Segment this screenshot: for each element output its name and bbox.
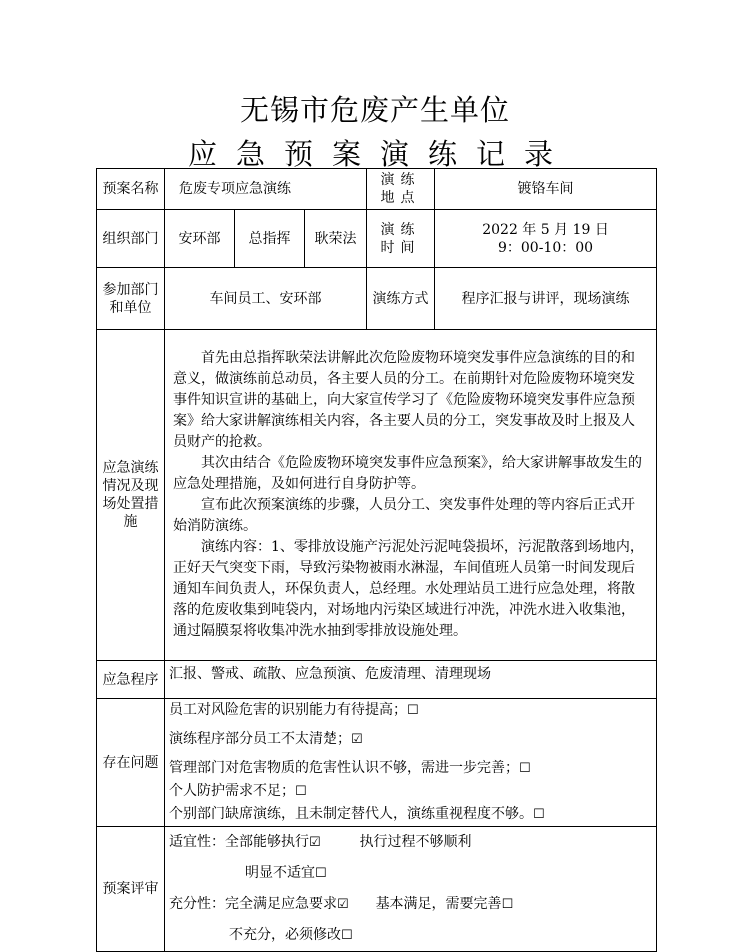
participants-label: 参加部门和单位 xyxy=(97,268,165,330)
location-value: 镀铬车间 xyxy=(435,169,657,210)
time-label: 演练时间 xyxy=(367,210,435,268)
issue-item: 个别部门缺席演练，且未制定替代人，演练重视程度不够。☐ xyxy=(169,806,545,822)
suitability-line: 适宜性：全部能够执行☑ 执行过程不够顺利 xyxy=(169,834,472,850)
plan-name-label: 预案名称 xyxy=(97,169,165,210)
paragraph: 其次由结合《危险废物环境突发事件应急预案》，给大家讲解事故发生的应急处理措施，及如何进行自身防护等。 xyxy=(173,455,642,492)
paragraph: 宣布此次预案演练的步骤，人员分工、突发事件处理的等内容后正式开始消防演练。 xyxy=(173,497,635,534)
checkbox-checked-icon: ☑ xyxy=(309,835,321,850)
checkbox-icon: ☐ xyxy=(341,928,353,943)
row-participants xyxy=(97,268,657,330)
commander-value: 耿荣法 xyxy=(305,210,367,268)
checkbox-icon: ☐ xyxy=(501,897,514,912)
org-label: 组织部门 xyxy=(97,210,165,268)
adequacy-line: 充分性：完全满足应急要求☑ 基本满足，需要完善☐ xyxy=(169,896,514,912)
row-plan-name xyxy=(97,169,657,210)
plan-name-value xyxy=(165,169,367,210)
document-title: 无锡市危废产生单位 xyxy=(239,93,510,127)
checkbox-checked-icon: ☑ xyxy=(337,897,349,912)
checkbox-icon: ☐ xyxy=(407,703,419,718)
issue-item: 员工对风险危害的识别能力有待提高；☐ xyxy=(169,702,419,718)
issues-list xyxy=(165,699,657,827)
drill-details-content xyxy=(165,330,657,661)
suitability-line-2: 明显不适宜☐ xyxy=(245,865,327,881)
issue-item: 演练程序部分员工不太清楚；☑ xyxy=(169,731,363,747)
drill-time: 9：00-10：00 xyxy=(497,239,594,256)
plan-name-text: 危废专项应急演练 xyxy=(179,181,291,197)
checkbox-icon: ☐ xyxy=(295,784,307,799)
row-issues xyxy=(97,699,657,827)
adequacy-line-2: 不充分，必须修改☐ xyxy=(229,927,353,943)
adequacy-label: 充分性： xyxy=(169,896,225,912)
location-label: 演练地点 xyxy=(367,169,435,210)
method-label: 演练方式 xyxy=(367,268,435,330)
checkbox-checked-icon: ☑ xyxy=(351,732,363,747)
procedure-label: 应急程序 xyxy=(97,661,165,699)
drill-date: 2022 年 5 月 19 日 xyxy=(482,221,609,238)
row-plan-review xyxy=(97,827,657,952)
issue-item: 管理部门对危害物质的危害性认识不够，需进一步完善；☐ xyxy=(169,760,531,776)
issues-label: 存在问题 xyxy=(97,699,165,827)
org-value: 安环部 xyxy=(165,210,235,268)
time-value xyxy=(435,210,657,268)
paragraph: 演练内容：1、零排放设施产污泥处污泥吨袋损坏，污泥散落到场地内，正好天气突变下雨，导致污染物被雨水淋湿，车间值班人员第一时间发现后通知车间负责人，环保负责人，总经理。水处理站员工进行应急处理，将散落的危废收集到吨袋内，对场地内污染区域进行冲洗，冲洗水进入收集池，通过隔膜泵将收集冲洗水抽到零排放设施处理。 xyxy=(173,539,644,639)
method-value: 程序汇报与讲评，现场演练 xyxy=(435,268,657,330)
issue-item: 个人防护需求不足；☐ xyxy=(169,783,307,799)
review-label: 预案评审 xyxy=(97,827,165,952)
document-subtitle: 应急预案演练记录 xyxy=(187,137,572,171)
participants-value: 车间员工、安环部 xyxy=(165,268,367,330)
checkbox-icon: ☐ xyxy=(533,807,545,822)
row-drill-details xyxy=(97,330,657,661)
row-organization xyxy=(97,210,657,268)
checkbox-icon: ☐ xyxy=(519,761,531,776)
suitability-label: 适宜性： xyxy=(169,834,225,850)
row-emergency-procedure xyxy=(97,661,657,699)
review-content xyxy=(165,827,657,952)
paragraph: 首先由总指挥耿荣法讲解此次危险废物环境突发事件应急演练的目的和意义，做演练前总动员，各主要人员的分工。在前期针对危险废物环境突发事件知识宣讲的基础上，向大家宣传学习了《危险废物环境突发事件应急预案》给大家讲解演练相关内容，各主要人员的分工，突发事故及时上报及人员财产的抢救。 xyxy=(173,350,635,450)
drill-record-table xyxy=(96,168,657,952)
checkbox-icon: ☐ xyxy=(315,866,327,881)
procedure-value: 汇报、警戒、疏散、应急预演、危废清理、清理现场 xyxy=(165,661,657,699)
commander-label: 总指挥 xyxy=(235,210,305,268)
drill-details-label: 应急演练情况及现场处置措施 xyxy=(97,330,165,661)
